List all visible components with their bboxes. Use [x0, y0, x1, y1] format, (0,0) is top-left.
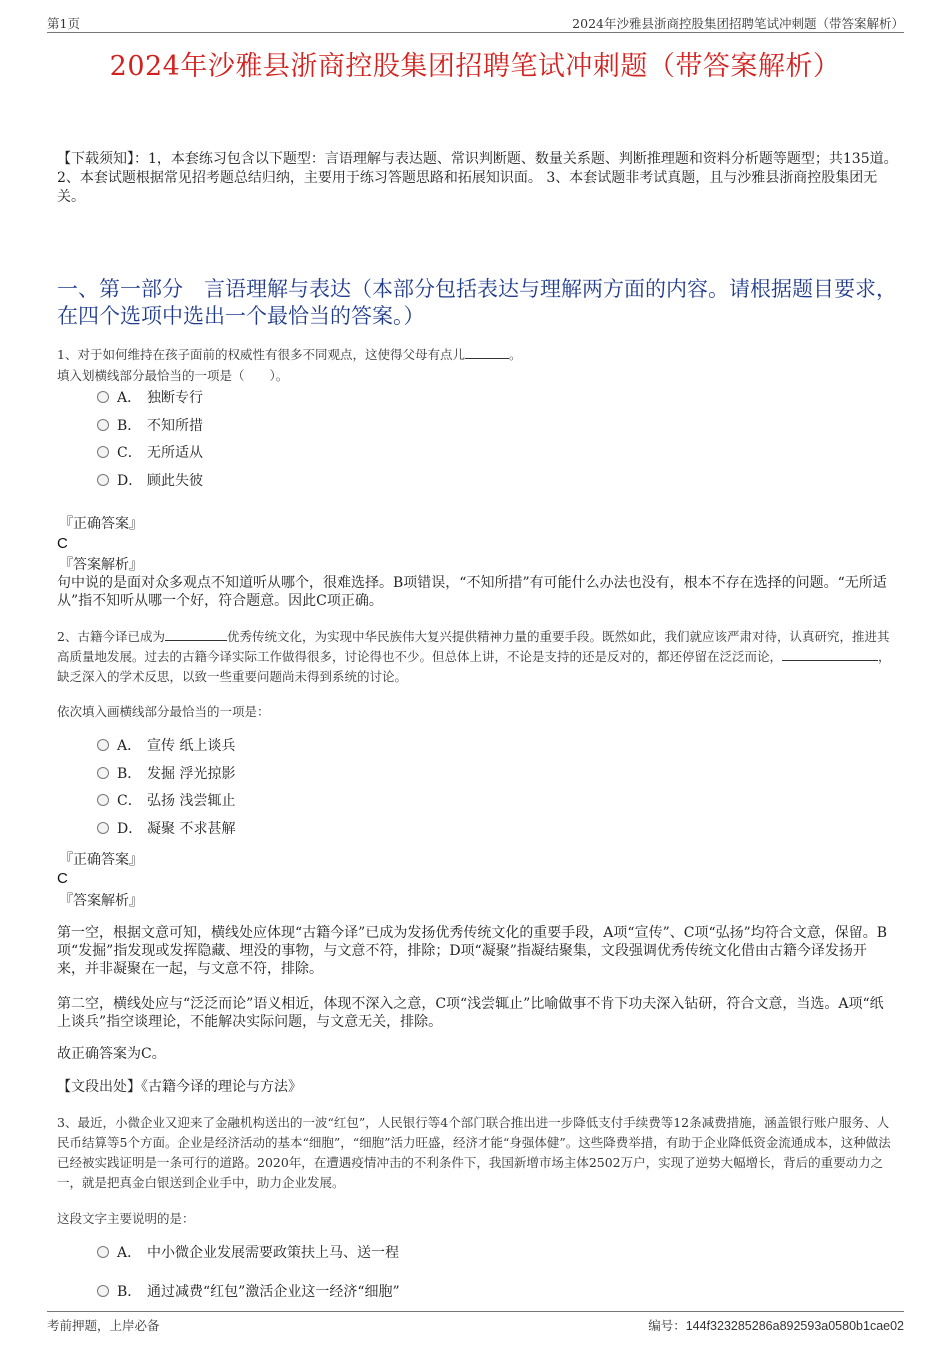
page-footer: [47, 1311, 904, 1334]
document-title: 2024年沙雅县浙商控股集团招聘笔试冲刺题（带答案解析）: [109, 51, 841, 82]
question-3-prompt: 这段文字主要说明的是：: [57, 1211, 195, 1226]
q1-analysis-label: 『答案解析』: [59, 557, 143, 573]
radio-icon[interactable]: [97, 419, 109, 431]
question-2-prompt: 依次填入画横线部分最恰当的一项是：: [57, 704, 270, 719]
answer-blank: [165, 628, 227, 641]
radio-icon[interactable]: [97, 446, 109, 458]
q2-option-d[interactable]: D． 凝聚 不求甚解: [97, 818, 235, 840]
download-notice: 【下载须知】：1，本套练习包含以下题型：言语理解与表达题、常识判断题、数量关系题、判断推理题和资料分析题等题型；共135道。 2、本套试题根据常见招考题总结归纳，主要用于练习答题思路和拓展知识面。 3、本套试题非考试真题，且与沙雅县浙商控股集团无关。: [57, 151, 898, 205]
radio-icon[interactable]: [97, 739, 109, 751]
q1-option-b[interactable]: B． 不知所措: [97, 415, 203, 437]
footer-code: 编号：144f323285286a892593a0580b1cae02: [648, 1318, 904, 1333]
q1-correct-answer-label: 『正确答案』: [59, 516, 143, 532]
radio-icon[interactable]: [97, 794, 109, 806]
page-number: 第1页: [47, 16, 80, 31]
q2-correct-answer-label: 『正确答案』: [59, 852, 143, 868]
q1-option-a[interactable]: A． 独断专行: [97, 387, 203, 409]
question-1-prompt: 填入划横线部分最恰当的一项是（ ）。: [57, 368, 289, 383]
radio-icon[interactable]: [97, 1285, 109, 1297]
section-heading: 一、第一部分 言语理解与表达（本部分包括表达与理解两方面的内容。请根据题目要求，在四个选项中选出一个最恰当的答案。）: [57, 277, 897, 328]
q2-source: 【文段出处】《古籍今译的理论与方法》: [57, 1079, 302, 1095]
radio-icon[interactable]: [97, 1246, 109, 1258]
question-3-stem: 3、最近，小微企业又迎来了金融机构送出的一波“红包”，人民银行等4个部门联合推出进一步降低支付手续费等12条减费措施，涵盖银行账户服务、人民币结算等5个方面。企业是经济活动的基本“细胞”，“细胞”活力旺盛，经济才能“身强体健”。这些降费举措，有助于企业降低资金流通成本，这种做法已经被实践证明是一条可行的道路。2020年，在遭遇疫情冲击的不利条件下，我国新增市场主体2502万户，实现了逆势大幅增长，背后的重要动力之一，就是把真金白银送到企业手中，助力企业发展。: [57, 1115, 891, 1190]
header-doc-title: 2024年沙雅县浙商控股集团招聘笔试冲刺题（带答案解析）: [572, 16, 904, 31]
q2-analysis-p3: 故正确答案为C。: [57, 1046, 166, 1062]
q2-option-a[interactable]: A． 宣传 纸上谈兵: [97, 735, 235, 757]
q2-correct-answer: C: [57, 870, 68, 887]
radio-icon[interactable]: [97, 767, 109, 779]
page-header: [47, 14, 904, 33]
radio-icon[interactable]: [97, 474, 109, 486]
footer-slogan: 考前押题，上岸必备: [47, 1318, 160, 1333]
q3-option-b[interactable]: B． 通过减费“红包”激活企业这一经济“细胞”: [97, 1281, 400, 1303]
q2-analysis-label: 『答案解析』: [59, 893, 143, 909]
q3-option-a[interactable]: A． 中小微企业发展需要政策扶上马、送一程: [97, 1242, 399, 1264]
q1-option-d[interactable]: D． 顾此失彼: [97, 470, 203, 492]
q2-option-c[interactable]: C． 弘扬 浅尝辄止: [97, 790, 235, 812]
q1-analysis: 句中说的是面对众多观点不知道听从哪个，很难选择。B项错误，“不知所措”有可能什么办法也没有，根本不存在选择的问题。“无所适从”指不知听从哪一个好，符合题意。因此C项正确。: [57, 575, 887, 609]
answer-blank: [782, 648, 878, 661]
radio-icon[interactable]: [97, 822, 109, 834]
q1-option-c[interactable]: C． 无所适从: [97, 442, 203, 464]
question-2-stem: 2、古籍今译已成为 优秀传统文化，为实现中华民族伟大复兴提供精神力量的重要手段。既然如此，我们就应该严肃对待，认真研究，推进其高质量地发展。过去的古籍今译实际工作做得很多，讨论得也不少。但总体上讲，不论是支持的还是反对的，都还停留在泛泛而论， ，缺乏深入的学术反思，以致一些重要问题尚未得到系统的讨论。: [57, 629, 891, 684]
radio-icon[interactable]: [97, 391, 109, 403]
question-1-stem: 1、对于如何维持在孩子面前的权威性有很多不同观点，这使得父母有点儿 。: [57, 347, 522, 362]
q1-correct-answer: C: [57, 535, 68, 552]
q2-option-b[interactable]: B． 发掘 浮光掠影: [97, 763, 235, 785]
answer-blank: [465, 346, 509, 359]
q2-analysis-p2: 第二空，横线处应与“泛泛而论”语义相近，体现不深入之意，C项“浅尝辄止”比喻做事不肯下功夫深入钻研，符合文意，当选。A项“纸上谈兵”指空谈理论，不能解决实际问题，与文意无关，排除。: [57, 996, 884, 1030]
q2-analysis-p1: 第一空，根据文意可知，横线处应体现“古籍今译”已成为发扬优秀传统文化的重要手段，A项“宣传”、C项“弘扬”均符合文意，保留。B项“发掘”指发现或发挥隐藏、埋没的事物，与文意不符，排除；D项“凝聚”指凝结聚集，文段强调优秀传统文化借由古籍今译发扬开来，并非凝聚在一起，与文意不符，排除。: [57, 925, 888, 977]
